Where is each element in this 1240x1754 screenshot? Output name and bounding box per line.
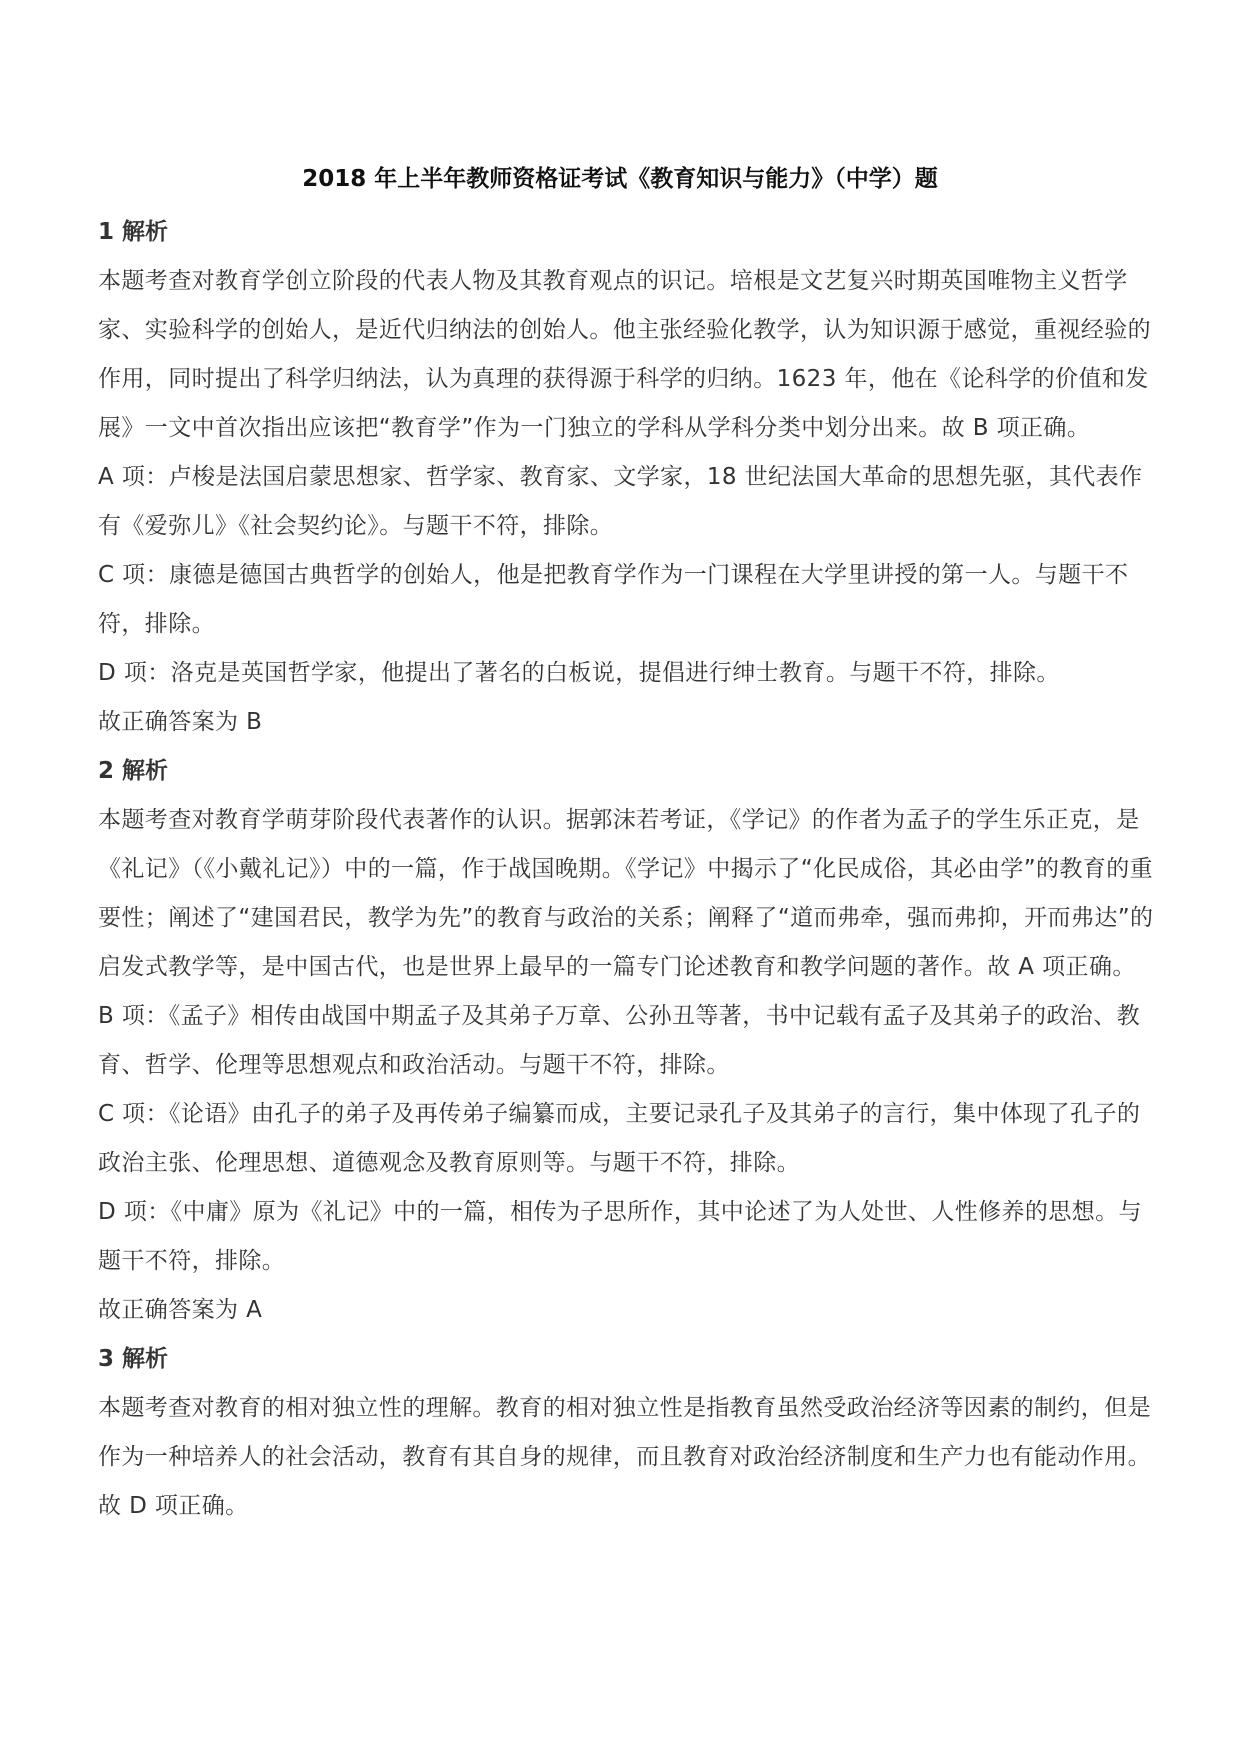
paragraph: 本题考查对教育学创立阶段的代表人物及其教育观点的识记。培根是文艺复兴时期英国唯物主义哲学家、实验科学的创始人，是近代归纳法的创始人。他主张经验化教学，认为知识源于感觉，重视经验的作用，同时提出了科学归纳法，认为真理的获得源于科学的归纳。1623 年，他在《论科学的价值和发展》一文中首次指出应该把“教育学”作为一门独立的学科从学科分类中划分出来。故 B 项正确。: [98, 268, 1151, 441]
paragraph: D 项：《中庸》原为《礼记》中的一篇，相传为子思所作，其中论述了为人处世、人性修养的思想。与题干不符，排除。: [98, 1199, 1142, 1274]
paragraph: 本题考查对教育学萌芽阶段代表著作的认识。据郭沫若考证，《学记》的作者为孟子的学生乐正克，是《礼记》（《小戴礼记》）中的一篇，作于战国晚期。《学记》中揭示了“化民成俗，其必由学”的教育的重要性；阐述了“建国君民，教学为先”的教育与政治的关系；阐释了“道而弗牵，强而弗抑，开而弗达”的启发式教学等，是中国古代，也是世界上最早的一篇专门论述教育和教学问题的著作。故 A 项正确。: [98, 807, 1154, 980]
document-body: [98, 208, 1158, 1531]
answer-line: 故正确答案为 B: [98, 709, 263, 735]
analysis-section-1: [98, 208, 1158, 747]
paragraph: A 项：卢梭是法国启蒙思想家、哲学家、教育家、文学家，18 世纪法国大革命的思想先驱，其代表作有《爱弥儿》《社会契约论》。与题干不符，排除。: [98, 464, 1143, 539]
section-heading: 1 解析: [98, 219, 169, 245]
paragraph: C 项：康德是德国古典哲学的创始人，他是把教育学作为一门课程在大学里讲授的第一人。与题干不符，排除。: [98, 562, 1129, 637]
answer-line: 故正确答案为 A: [98, 1297, 263, 1323]
document-title: 2018 年上半年教师资格证考试《教育知识与能力》（中学）题: [302, 166, 938, 192]
section-heading: 3 解析: [98, 1346, 169, 1372]
paragraph: C 项：《论语》由孔子的弟子及再传弟子编纂而成，主要记录孔子及其弟子的言行，集中体现了孔子的政治主张、伦理思想、道德观念及教育原则等。与题干不符，排除。: [98, 1101, 1141, 1176]
paragraph: 本题考查对教育的相对独立性的理解。教育的相对独立性是指教育虽然受政治经济等因素的制约，但是作为一种培养人的社会活动，教育有其自身的规律，而且教育对政治经济制度和生产力也有能动作用。故 D 项正确。: [98, 1395, 1151, 1519]
analysis-section-2: [98, 747, 1158, 1335]
paragraph: D 项：洛克是英国哲学家，他提出了著名的白板说，提倡进行绅士教育。与题干不符，排除。: [98, 660, 1060, 686]
paragraph: B 项：《孟子》相传由战国中期孟子及其弟子万章、公孙丑等著，书中记载有孟子及其弟子的政治、教育、哲学、伦理等思想观点和政治活动。与题干不符，排除。: [98, 1003, 1140, 1078]
analysis-section-3: [98, 1335, 1158, 1531]
section-heading: 2 解析: [98, 758, 169, 784]
